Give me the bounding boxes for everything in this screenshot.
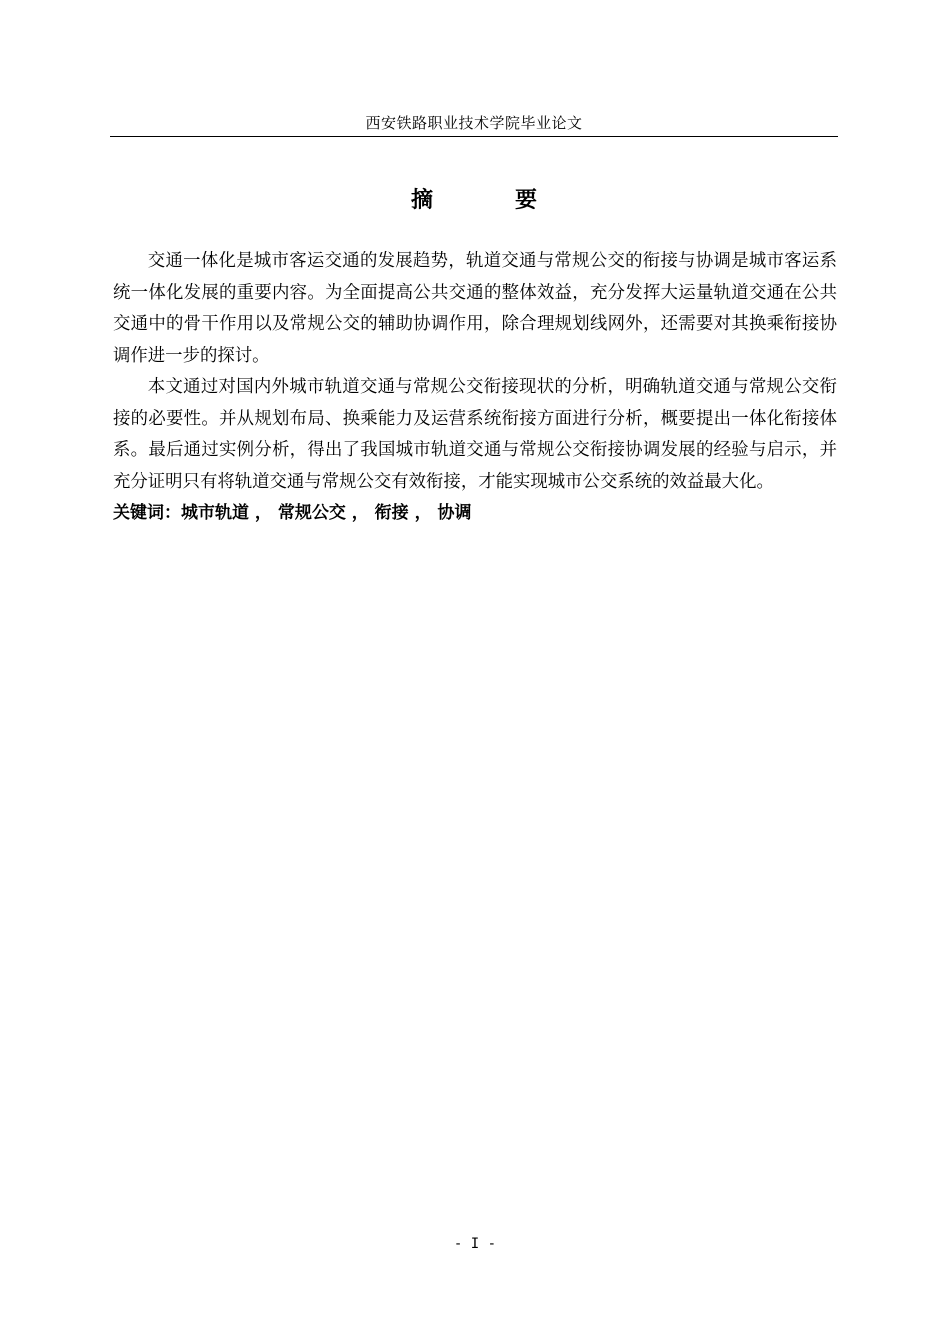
abstract-title-char-2: 要 <box>515 188 538 213</box>
abstract-body <box>113 246 837 530</box>
abstract-paragraph-2: 本文通过对国内外城市轨道交通与常规公交衔接现状的分析，明确轨道交通与常规公交衔接的必要性。并从规划布局、换乘能力及运营系统衔接方面进行分析，概要提出一体化衔接体系。最后通过实例分析，得出了我国城市轨道交通与常规公交衔接协调发展的经验与启示，并充分证明只有将轨道交通与常规公交有效衔接，才能实现城市公交系统的效益最大化。 <box>113 377 837 492</box>
keywords-line: 关键词：城市轨道 ， 常规公交 ， 衔接 ， 协调 <box>113 503 472 523</box>
page-header: 西安铁路职业技术学院毕业论文 <box>365 114 583 132</box>
page-number: - I - <box>453 1236 497 1252</box>
abstract-title-char-1: 摘 <box>410 188 433 213</box>
abstract-title <box>110 184 838 218</box>
abstract-paragraph-1: 交通一体化是城市客运交通的发展趋势，轨道交通与常规公交的衔接与协调是城市客运系统一体化发展的重要内容。为全面提高公共交通的整体效益，充分发挥大运量轨道交通在公共交通中的骨干作用以及常规公交的辅助协调作用，除合理规划线网外，还需要对其换乘衔接协调作进一步的探讨。 <box>113 251 837 366</box>
header-divider <box>110 136 838 137</box>
